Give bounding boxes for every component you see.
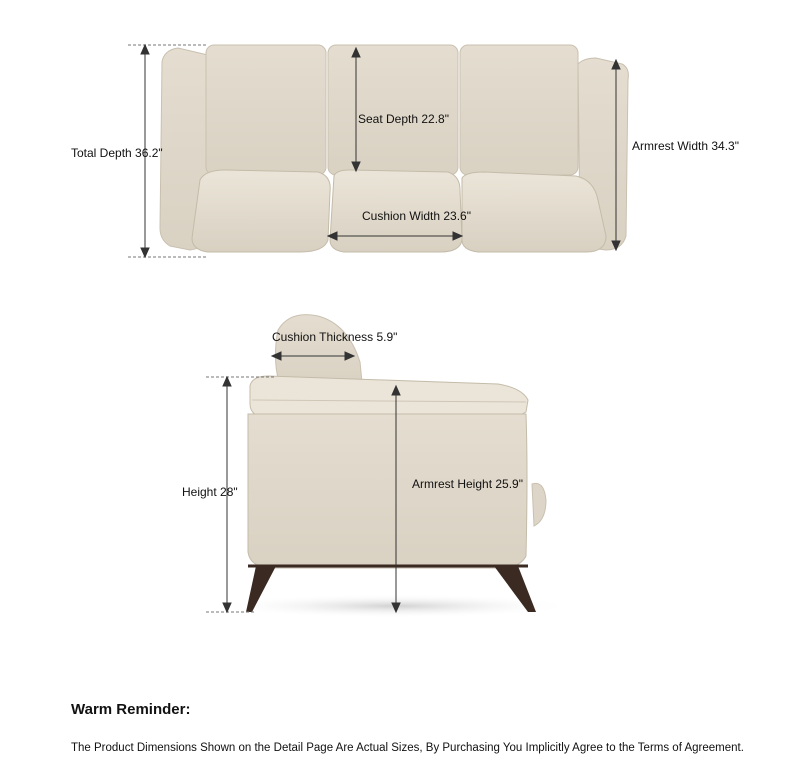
- total-depth-label: Total Depth 36.2": [71, 146, 163, 160]
- sofa-side-view: [215, 315, 575, 618]
- reminder-text: The Product Dimensions Shown on the Detail Page Are Actual Sizes, By Purchasing You Implicitly Agree to the Terms of Agreement.: [71, 742, 744, 754]
- height-label: Height 28": [182, 485, 238, 499]
- armrest-width-label: Armrest Width 34.3": [632, 139, 739, 153]
- cushion-width-label: Cushion Width 23.6": [362, 209, 471, 223]
- reminder-title: Warm Reminder:: [71, 701, 191, 718]
- seat-depth-label: Seat Depth 22.8": [358, 112, 449, 126]
- cushion-thickness-label: Cushion Thickness 5.9": [272, 330, 398, 344]
- armrest-height-label: Armrest Height 25.9": [412, 477, 523, 491]
